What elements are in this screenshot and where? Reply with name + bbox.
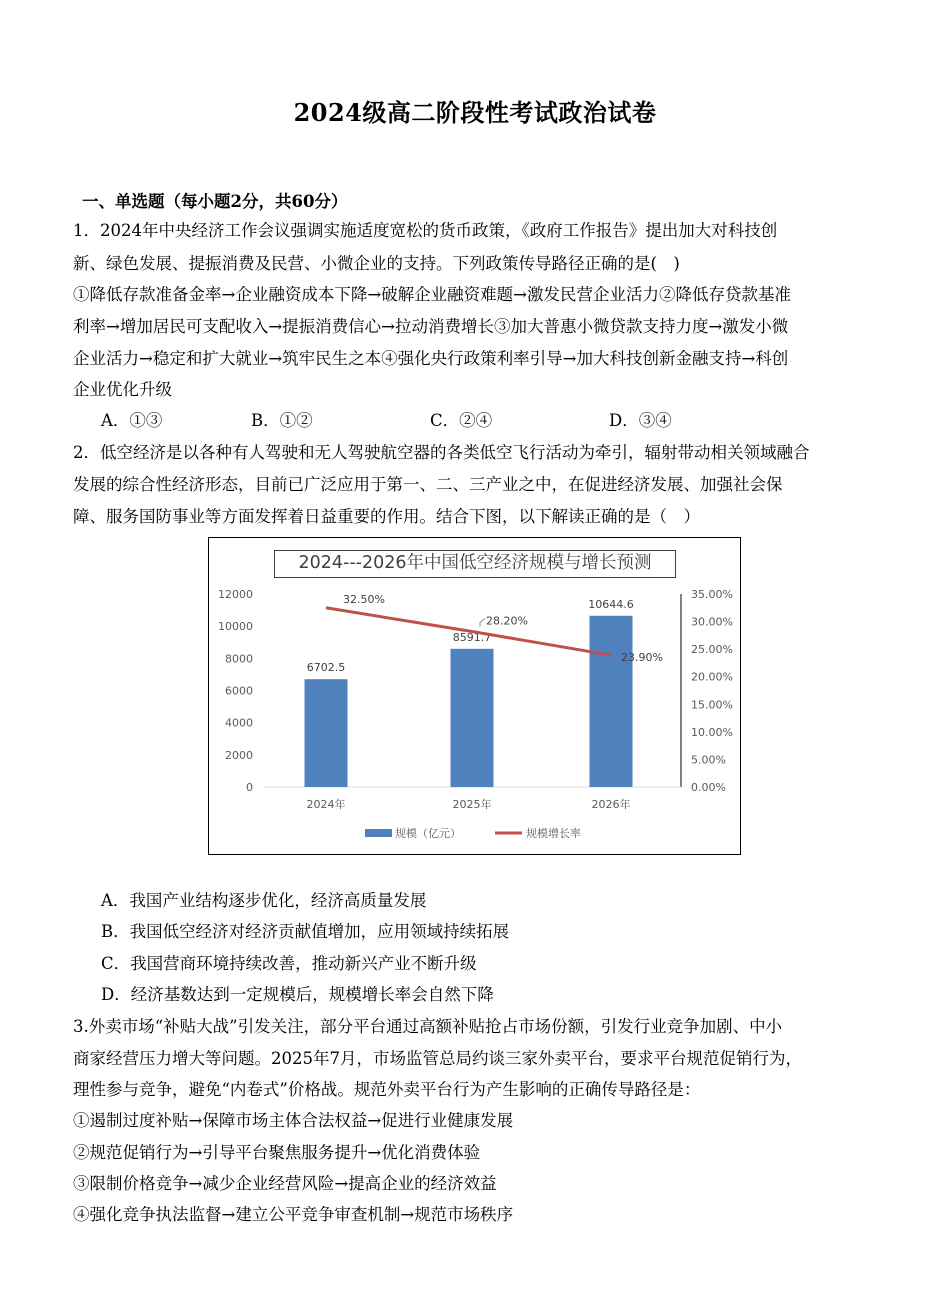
q1-line-3: ①降低存款准备金率→企业融资成本下降→破解企业融资难题→激发民营企业活力②降低存贷款基准	[73, 285, 791, 304]
q2-line-2: 发展的综合性经济形态，目前已广泛应用于第一、二、三产业之中，在促进经济发展、加强社会保	[73, 475, 783, 494]
bar-data-label: 6702.5	[306, 661, 346, 675]
growth-rate-line	[326, 608, 611, 655]
line-data-label: 23.90%	[621, 651, 663, 665]
q2-option-b: B．我国低空经济对经济贡献值增加，应用领域持续拓展	[101, 922, 510, 941]
right-axis-tick-label: 20.00%	[691, 670, 733, 684]
q3-line-2: 商家经营压力增大等问题。2025年7月，市场监管总局约谈三家外卖平台，要求平台规范促销行为，	[73, 1049, 802, 1068]
bar-2024年	[305, 679, 348, 787]
q1-line-2: 新、绿色发展、提振消费及民营、小微企业的支持。下列政策传导路径正确的是( )	[73, 254, 680, 273]
q2-line-1: 2．低空经济是以各种有人驾驶和无人驾驶航空器的各类低空飞行活动为牵引，辐射带动相关领域融合	[73, 443, 810, 462]
low-altitude-economy-chart	[208, 537, 741, 855]
line-data-label: 32.50%	[343, 592, 385, 606]
legend-bar-label: 规模（亿元）	[395, 827, 461, 840]
line-label-leader	[480, 618, 485, 626]
q1-line-5: 企业活力→稳定和扩大就业→筑牢民生之本④强化央行政策利率引导→加大科技创新金融支持→科创	[73, 349, 789, 368]
left-axis-tick-label: 8000	[225, 652, 253, 666]
q1-option-d: D．③④	[609, 411, 672, 430]
q2-option-c: C．我国营商环境持续改善，推动新兴产业不断升级	[101, 954, 477, 973]
bar-data-label: 8591.7	[452, 630, 492, 644]
chart-plot	[209, 538, 742, 856]
chart-title: 2024---2026年中国低空经济规模与增长预测	[274, 550, 676, 578]
q3-line-6: ③限制价格竞争→减少企业经营风险→提高企业的经济效益	[73, 1174, 497, 1193]
category-label: 2025年	[452, 798, 492, 811]
q2-option-a: A．我国产业结构逐步优化，经济高质量发展	[101, 891, 427, 910]
q1-line-6: 企业优化升级	[73, 380, 172, 399]
q1-option-c: C．②④	[430, 411, 493, 430]
q3-line-1: 3.外卖市场“补贴大战”引发关注，部分平台通过高额补贴抢占市场份额，引发行业竞争加剧、中小	[73, 1017, 783, 1036]
left-axis-tick-label: 0	[246, 781, 253, 794]
left-axis-tick-label: 12000	[218, 588, 253, 601]
line-data-label: 28.20%	[486, 614, 528, 628]
section-heading: 一、单选题（每小题2分，共60分）	[82, 192, 348, 211]
right-axis-tick-label: 0.00%	[691, 781, 726, 794]
left-axis-tick-label: 6000	[225, 684, 253, 698]
right-axis-tick-label: 10.00%	[691, 725, 733, 739]
q2-line-3: 障、服务国防事业等方面发挥着日益重要的作用。结合下图，以下解读正确的是（ ）	[73, 507, 700, 526]
q1-line-4: 利率→增加居民可支配收入→提振消费信心→拉动消费增长③加大普惠小微贷款支持力度→激发小微	[73, 317, 789, 336]
right-axis-tick-label: 15.00%	[691, 698, 733, 712]
exam-title: 2024级高二阶段性考试政治试卷	[293, 98, 657, 127]
left-axis-tick-label: 4000	[225, 716, 253, 730]
right-axis-tick-label: 30.00%	[691, 615, 733, 629]
left-axis-tick-label: 2000	[225, 748, 253, 762]
q1-option-a: A．①③	[101, 411, 163, 430]
legend-bar-swatch	[365, 829, 392, 837]
right-axis-tick-label: 25.00%	[691, 643, 733, 657]
q3-line-5: ②规范促销行为→引导平台聚焦服务提升→优化消费体验	[73, 1143, 481, 1162]
q3-line-3: 理性参与竞争，避免“内卷式”价格战。规范外卖平台行为产生影响的正确传导路径是：	[73, 1080, 701, 1099]
q1-option-b: B．①②	[251, 411, 313, 430]
q1-line-1: 1．2024年中央经济工作会议强调实施适度宽松的货币政策，《政府工作报告》提出加大对科技创	[73, 221, 778, 240]
q2-option-d: D．经济基数达到一定规模后，规模增长率会自然下降	[101, 985, 494, 1004]
bar-2025年	[451, 649, 494, 787]
right-axis-tick-label: 35.00%	[691, 588, 733, 601]
q3-line-4: ①遏制过度补贴→保障市场主体合法权益→促进行业健康发展	[73, 1111, 514, 1130]
category-label: 2024年	[306, 798, 346, 811]
left-axis-tick-label: 10000	[218, 620, 253, 634]
legend-line-label: 规模增长率	[526, 827, 581, 840]
bar-data-label: 10644.6	[588, 597, 634, 611]
category-label: 2026年	[591, 798, 631, 811]
q3-line-7: ④强化竞争执法监督→建立公平竞争审查机制→规范市场秩序	[73, 1205, 514, 1224]
bar-2026年	[590, 616, 633, 787]
right-axis-tick-label: 5.00%	[691, 753, 726, 767]
